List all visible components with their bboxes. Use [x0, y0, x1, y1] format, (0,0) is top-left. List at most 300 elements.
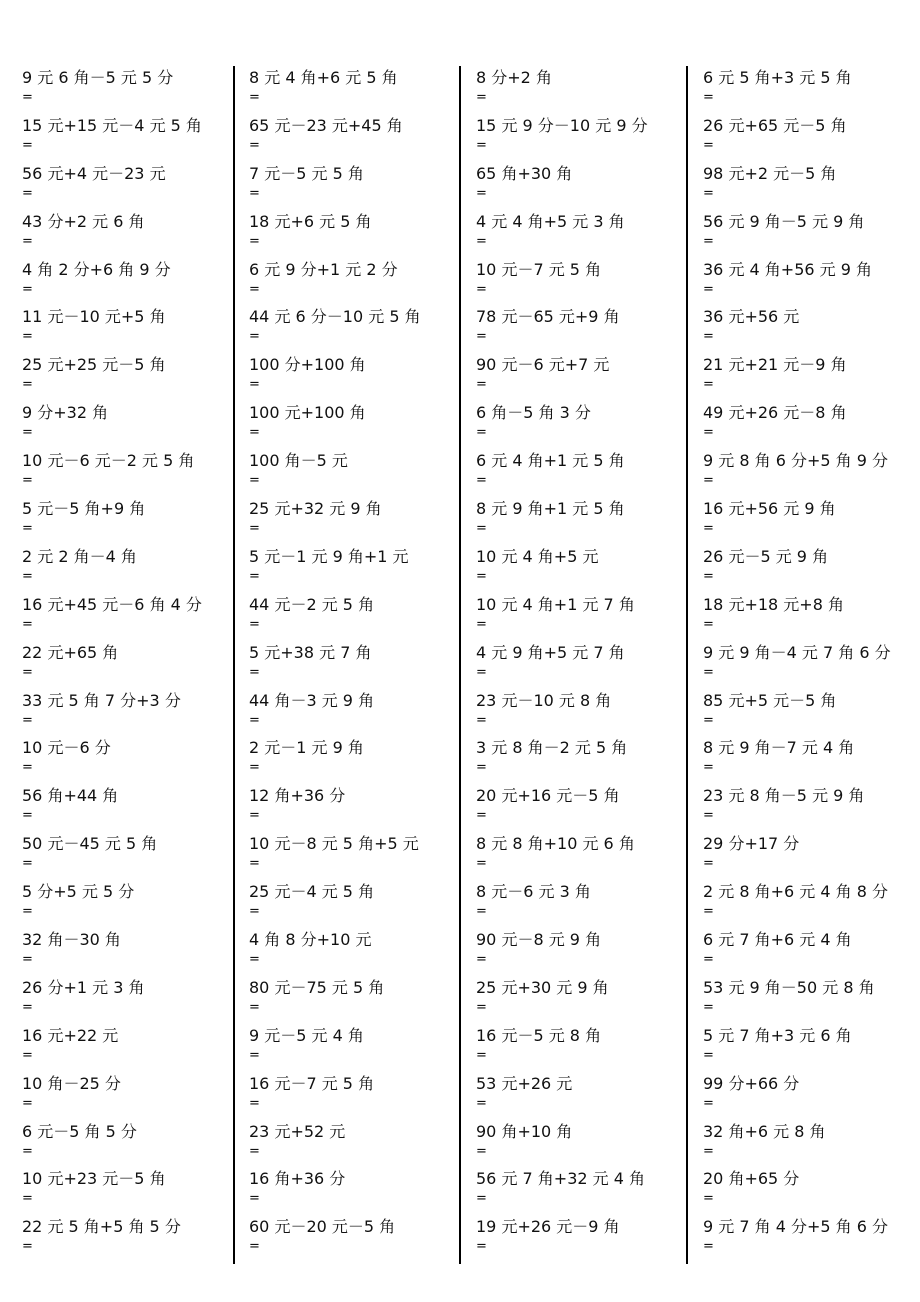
answer-equals: =: [703, 712, 714, 728]
problem-item: [22, 593, 247, 641]
answer-equals: =: [703, 377, 714, 393]
problem-expression: 25 元+32 元 9 角: [249, 499, 382, 519]
problem-expression: 10 元－6 元－2 元 5 角: [22, 451, 195, 471]
answer-equals: =: [476, 856, 487, 872]
problem-item: [703, 1024, 920, 1072]
problem-item: [22, 401, 247, 449]
answer-equals: =: [249, 664, 260, 680]
problem-item: [249, 545, 474, 593]
problem-item: [249, 401, 474, 449]
problem-expression: 8 分+2 角: [476, 68, 552, 87]
problem-expression: 7 元－5 元 5 角: [249, 163, 364, 183]
answer-equals: =: [22, 1095, 33, 1111]
answer-equals: =: [476, 1095, 487, 1111]
problem-expression: 16 元－5 元 8 角: [476, 1025, 602, 1045]
problem-expression: 9 元－5 元 4 角: [249, 1025, 364, 1045]
problem-expression: 44 元－2 元 5 角: [249, 594, 375, 614]
problem-expression: 4 元 9 角+5 元 7 角: [476, 642, 625, 662]
problem-item: [22, 976, 247, 1024]
problem-item: [22, 928, 247, 976]
problem-item: [22, 1072, 247, 1120]
problem-item: [249, 449, 474, 497]
problem-expression: 10 元 4 角+1 元 7 角: [476, 594, 635, 614]
answer-equals: =: [703, 1191, 714, 1207]
problem-item: [22, 449, 247, 497]
problem-expression: 80 元－75 元 5 角: [249, 977, 385, 997]
problem-expression: 6 元 7 角+6 元 4 角: [703, 930, 852, 950]
problem-item: [249, 353, 474, 401]
problem-item: [476, 353, 701, 401]
answer-equals: =: [476, 1239, 487, 1255]
problem-item: [22, 784, 247, 832]
problem-item: [22, 66, 247, 114]
problem-item: [476, 1072, 701, 1120]
problem-item: [249, 928, 474, 976]
answer-equals: =: [703, 664, 714, 680]
answer-equals: =: [22, 137, 33, 153]
problem-item: [22, 258, 247, 306]
problem-expression: 5 元－5 角+9 角: [22, 499, 146, 519]
problem-item: [476, 258, 701, 306]
answer-equals: =: [22, 904, 33, 920]
problem-expression: 8 元 9 角+1 元 5 角: [476, 499, 625, 519]
answer-equals: =: [703, 1143, 714, 1159]
problem-expression: 6 元 9 分+1 元 2 分: [249, 259, 398, 279]
answer-equals: =: [22, 1143, 33, 1159]
problem-item: [703, 880, 920, 928]
problem-expression: 11 元－10 元+5 角: [22, 307, 166, 327]
answer-equals: =: [249, 281, 260, 297]
problem-expression: 33 元 5 角 7 分+3 分: [22, 690, 181, 710]
problem-item: [249, 1024, 474, 1072]
problem-expression: 99 分+66 分: [703, 1073, 800, 1093]
problem-item: [703, 784, 920, 832]
problem-expression: 32 角+6 元 8 角: [703, 1121, 826, 1141]
problem-expression: 18 元+18 元+8 角: [703, 594, 844, 614]
problem-expression: 100 角－5 元: [249, 451, 348, 471]
problem-expression: 3 元 8 角－2 元 5 角: [476, 738, 628, 758]
answer-equals: =: [703, 856, 714, 872]
problem-expression: 10 元－6 分: [22, 738, 111, 758]
problem-item: [476, 928, 701, 976]
problem-expression: 16 角+36 分: [249, 1169, 346, 1189]
answer-equals: =: [476, 377, 487, 393]
problem-item: [249, 162, 474, 210]
problem-expression: 36 元+56 元: [703, 307, 800, 327]
answer-equals: =: [249, 425, 260, 441]
answer-equals: =: [703, 760, 714, 776]
problem-item: [703, 497, 920, 545]
problem-item: [249, 880, 474, 928]
problem-expression: 5 元 7 角+3 元 6 角: [703, 1025, 852, 1045]
problem-expression: 2 元－1 元 9 角: [249, 738, 364, 758]
problem-expression: 4 元 4 角+5 元 3 角: [476, 211, 625, 231]
problem-expression: 6 元 5 角+3 元 5 角: [703, 68, 852, 87]
problem-expression: 56 元+4 元－23 元: [22, 163, 166, 183]
answer-equals: =: [703, 90, 714, 105]
problem-item: [249, 1072, 474, 1120]
problem-expression: 100 分+100 角: [249, 355, 366, 375]
answer-equals: =: [703, 329, 714, 345]
answer-equals: =: [476, 425, 487, 441]
answer-equals: =: [703, 568, 714, 584]
problem-item: [703, 736, 920, 784]
problem-column-1: [22, 66, 247, 1263]
answer-equals: =: [22, 329, 33, 345]
problem-item: [703, 545, 920, 593]
answer-equals: =: [249, 712, 260, 728]
problem-column-3: [476, 66, 701, 1263]
problem-item: [703, 976, 920, 1024]
problem-expression: 8 元－6 元 3 角: [476, 882, 591, 902]
problem-expression: 2 元 8 角+6 元 4 角 8 分: [703, 882, 888, 902]
problem-expression: 23 元－10 元 8 角: [476, 690, 612, 710]
problem-expression: 9 元 8 角 6 分+5 角 9 分: [703, 451, 888, 471]
problem-expression: 6 角－5 角 3 分: [476, 403, 591, 423]
problem-item: [476, 1215, 701, 1263]
problem-expression: 56 角+44 角: [22, 786, 119, 806]
answer-equals: =: [476, 137, 487, 153]
answer-equals: =: [22, 521, 33, 537]
answer-equals: =: [476, 616, 487, 632]
problem-item: [703, 1120, 920, 1168]
problem-item: [249, 784, 474, 832]
problem-item: [703, 66, 920, 114]
answer-equals: =: [703, 233, 714, 249]
problem-expression: 20 角+65 分: [703, 1169, 800, 1189]
problem-expression: 26 元+65 元－5 角: [703, 115, 847, 135]
answer-equals: =: [476, 568, 487, 584]
problem-expression: 20 元+16 元－5 角: [476, 786, 620, 806]
problem-item: [249, 832, 474, 880]
answer-equals: =: [249, 760, 260, 776]
problem-item: [703, 162, 920, 210]
problem-item: [249, 976, 474, 1024]
problem-item: [22, 1024, 247, 1072]
problem-expression: 90 元－8 元 9 角: [476, 930, 602, 950]
problem-expression: 90 元－6 元+7 元: [476, 355, 610, 375]
answer-equals: =: [476, 712, 487, 728]
answer-equals: =: [249, 1095, 260, 1111]
answer-equals: =: [249, 952, 260, 968]
problem-expression: 100 元+100 角: [249, 403, 366, 423]
problem-item: [703, 641, 920, 689]
problem-item: [249, 641, 474, 689]
answer-equals: =: [703, 808, 714, 824]
answer-equals: =: [22, 760, 33, 776]
problem-expression: 10 元－7 元 5 角: [476, 259, 602, 279]
problem-expression: 18 元+6 元 5 角: [249, 211, 372, 231]
problem-item: [476, 162, 701, 210]
problem-item: [22, 305, 247, 353]
answer-equals: =: [476, 521, 487, 537]
answer-equals: =: [22, 616, 33, 632]
problem-item: [703, 928, 920, 976]
problem-expression: 98 元+2 元－5 角: [703, 163, 837, 183]
problem-expression: 25 元+30 元 9 角: [476, 977, 609, 997]
problem-expression: 5 元－1 元 9 角+1 元: [249, 546, 409, 566]
problem-expression: 65 角+30 角: [476, 163, 573, 183]
problem-item: [703, 305, 920, 353]
problem-item: [476, 593, 701, 641]
problem-item: [476, 210, 701, 258]
answer-equals: =: [249, 521, 260, 537]
answer-equals: =: [703, 521, 714, 537]
problem-column-2: [249, 66, 474, 1263]
problem-item: [476, 736, 701, 784]
problem-expression: 15 元+15 元－4 元 5 角: [22, 115, 202, 135]
answer-equals: =: [249, 90, 260, 105]
answer-equals: =: [703, 281, 714, 297]
problem-expression: 10 元 4 角+5 元: [476, 546, 599, 566]
answer-equals: =: [249, 1047, 260, 1063]
problem-expression: 9 元 9 角－4 元 7 角 6 分: [703, 642, 891, 662]
problem-expression: 4 角 8 分+10 元: [249, 930, 372, 950]
problem-expression: 6 元 4 角+1 元 5 角: [476, 451, 625, 471]
answer-equals: =: [476, 1191, 487, 1207]
problem-item: [476, 449, 701, 497]
problem-item: [703, 353, 920, 401]
answer-equals: =: [703, 1239, 714, 1255]
answer-equals: =: [22, 473, 33, 489]
problem-expression: 56 元 9 角－5 元 9 角: [703, 211, 865, 231]
problem-item: [249, 305, 474, 353]
answer-equals: =: [22, 185, 33, 201]
problem-expression: 36 元 4 角+56 元 9 角: [703, 259, 873, 279]
problem-expression: 8 元 4 角+6 元 5 角: [249, 68, 398, 87]
problem-expression: 9 元 6 角－5 元 5 分: [22, 68, 174, 87]
problem-item: [476, 305, 701, 353]
answer-equals: =: [22, 1239, 33, 1255]
problem-item: [703, 1072, 920, 1120]
problem-expression: 8 元 8 角+10 元 6 角: [476, 834, 635, 854]
problem-item: [249, 736, 474, 784]
answer-equals: =: [249, 1143, 260, 1159]
problem-item: [476, 832, 701, 880]
problem-expression: 22 元 5 角+5 角 5 分: [22, 1217, 181, 1237]
problem-expression: 12 角+36 分: [249, 786, 346, 806]
problem-item: [249, 1167, 474, 1215]
answer-equals: =: [249, 808, 260, 824]
problem-expression: 6 元－5 角 5 分: [22, 1121, 137, 1141]
problem-expression: 23 元+52 元: [249, 1121, 346, 1141]
problem-item: [703, 593, 920, 641]
problem-item: [22, 545, 247, 593]
problem-expression: 50 元－45 元 5 角: [22, 834, 158, 854]
problem-expression: 10 元－8 元 5 角+5 元: [249, 834, 419, 854]
problem-expression: 53 元 9 角－50 元 8 角: [703, 977, 875, 997]
answer-equals: =: [22, 568, 33, 584]
problem-expression: 26 分+1 元 3 角: [22, 977, 145, 997]
problem-item: [249, 593, 474, 641]
answer-equals: =: [476, 281, 487, 297]
answer-equals: =: [476, 329, 487, 345]
problem-expression: 78 元－65 元+9 角: [476, 307, 620, 327]
problem-expression: 8 元 9 角－7 元 4 角: [703, 738, 855, 758]
problem-item: [22, 832, 247, 880]
problem-item: [703, 1215, 920, 1263]
problem-item: [249, 689, 474, 737]
problem-expression: 29 分+17 分: [703, 834, 800, 854]
answer-equals: =: [703, 1095, 714, 1111]
problem-expression: 43 分+2 元 6 角: [22, 211, 145, 231]
problem-item: [703, 114, 920, 162]
problem-expression: 21 元+21 元－9 角: [703, 355, 847, 375]
answer-equals: =: [22, 712, 33, 728]
problem-expression: 85 元+5 元－5 角: [703, 690, 837, 710]
problem-expression: 9 分+32 角: [22, 403, 109, 423]
answer-equals: =: [703, 616, 714, 632]
problem-item: [703, 258, 920, 306]
answer-equals: =: [476, 664, 487, 680]
answer-equals: =: [249, 1191, 260, 1207]
problem-item: [703, 1167, 920, 1215]
answer-equals: =: [22, 425, 33, 441]
problem-item: [22, 497, 247, 545]
problem-item: [249, 1120, 474, 1168]
problem-item: [476, 641, 701, 689]
answer-equals: =: [249, 1239, 260, 1255]
problem-item: [476, 1120, 701, 1168]
problem-expression: 65 元－23 元+45 角: [249, 115, 403, 135]
problem-column-4: [703, 66, 920, 1263]
problem-expression: 16 元－7 元 5 角: [249, 1073, 375, 1093]
problem-item: [476, 1024, 701, 1072]
answer-equals: =: [476, 473, 487, 489]
problem-expression: 9 元 7 角 4 分+5 角 6 分: [703, 1217, 888, 1237]
problem-item: [476, 976, 701, 1024]
problem-item: [22, 1215, 247, 1263]
answer-equals: =: [249, 473, 260, 489]
answer-equals: =: [22, 808, 33, 824]
answer-equals: =: [476, 185, 487, 201]
problem-expression: 90 角+10 角: [476, 1121, 573, 1141]
problem-item: [22, 353, 247, 401]
problem-expression: 15 元 9 分－10 元 9 分: [476, 115, 648, 135]
problem-expression: 5 分+5 元 5 分: [22, 882, 135, 902]
answer-equals: =: [22, 664, 33, 680]
problem-item: [476, 114, 701, 162]
answer-equals: =: [22, 999, 33, 1015]
answer-equals: =: [22, 952, 33, 968]
problem-expression: 22 元+65 角: [22, 642, 119, 662]
answer-equals: =: [476, 952, 487, 968]
problem-item: [249, 114, 474, 162]
answer-equals: =: [249, 137, 260, 153]
answer-equals: =: [249, 568, 260, 584]
problem-item: [22, 114, 247, 162]
answer-equals: =: [703, 425, 714, 441]
answer-equals: =: [476, 808, 487, 824]
problem-item: [22, 641, 247, 689]
problem-expression: 19 元+26 元－9 角: [476, 1217, 620, 1237]
problem-item: [22, 689, 247, 737]
answer-equals: =: [249, 904, 260, 920]
problem-expression: 44 元 6 分－10 元 5 角: [249, 307, 421, 327]
problem-expression: 56 元 7 角+32 元 4 角: [476, 1169, 646, 1189]
problem-item: [249, 497, 474, 545]
answer-equals: =: [249, 856, 260, 872]
answer-equals: =: [22, 1047, 33, 1063]
problem-expression: 53 元+26 元: [476, 1073, 573, 1093]
problem-expression: 16 元+22 元: [22, 1025, 119, 1045]
problem-expression: 60 元－20 元－5 角: [249, 1217, 396, 1237]
problem-item: [476, 66, 701, 114]
problem-expression: 23 元 8 角－5 元 9 角: [703, 786, 865, 806]
problem-item: [249, 258, 474, 306]
problem-item: [703, 689, 920, 737]
problem-item: [22, 1120, 247, 1168]
answer-equals: =: [476, 90, 487, 105]
answer-equals: =: [703, 1047, 714, 1063]
answer-equals: =: [476, 904, 487, 920]
problem-expression: 49 元+26 元－8 角: [703, 403, 847, 423]
problem-expression: 25 元+25 元－5 角: [22, 355, 166, 375]
answer-equals: =: [249, 377, 260, 393]
problem-item: [249, 1215, 474, 1263]
answer-equals: =: [249, 185, 260, 201]
problem-expression: 26 元－5 元 9 角: [703, 546, 829, 566]
answer-equals: =: [22, 377, 33, 393]
answer-equals: =: [703, 952, 714, 968]
problem-item: [476, 784, 701, 832]
problem-item: [249, 66, 474, 114]
problem-item: [22, 210, 247, 258]
answer-equals: =: [476, 233, 487, 249]
problem-item: [22, 1167, 247, 1215]
problem-item: [22, 880, 247, 928]
problem-expression: 10 元+23 元－5 角: [22, 1169, 166, 1189]
problem-expression: 16 元+56 元 9 角: [703, 499, 836, 519]
answer-equals: =: [476, 1047, 487, 1063]
answer-equals: =: [703, 473, 714, 489]
answer-equals: =: [703, 904, 714, 920]
problem-item: [476, 401, 701, 449]
problem-item: [703, 832, 920, 880]
answer-equals: =: [249, 616, 260, 632]
answer-equals: =: [249, 329, 260, 345]
answer-equals: =: [249, 233, 260, 249]
problem-expression: 25 元－4 元 5 角: [249, 882, 375, 902]
problem-expression: 16 元+45 元－6 角 4 分: [22, 594, 202, 614]
answer-equals: =: [22, 281, 33, 297]
answer-equals: =: [22, 233, 33, 249]
answer-equals: =: [22, 1191, 33, 1207]
problem-item: [249, 210, 474, 258]
problem-expression: 2 元 2 角－4 角: [22, 546, 137, 566]
problem-item: [476, 1167, 701, 1215]
problem-item: [22, 736, 247, 784]
problem-expression: 32 角－30 角: [22, 930, 121, 950]
problem-item: [476, 880, 701, 928]
problem-expression: 4 角 2 分+6 角 9 分: [22, 259, 171, 279]
answer-equals: =: [703, 185, 714, 201]
problem-item: [22, 162, 247, 210]
problem-expression: 44 角－3 元 9 角: [249, 690, 375, 710]
answer-equals: =: [703, 137, 714, 153]
answer-equals: =: [476, 999, 487, 1015]
problem-item: [703, 449, 920, 497]
answer-equals: =: [249, 999, 260, 1015]
problem-item: [703, 401, 920, 449]
problem-item: [476, 497, 701, 545]
problem-expression: 5 元+38 元 7 角: [249, 642, 372, 662]
problem-item: [476, 545, 701, 593]
problem-item: [476, 689, 701, 737]
answer-equals: =: [22, 856, 33, 872]
answer-equals: =: [703, 999, 714, 1015]
answer-equals: =: [22, 90, 33, 105]
